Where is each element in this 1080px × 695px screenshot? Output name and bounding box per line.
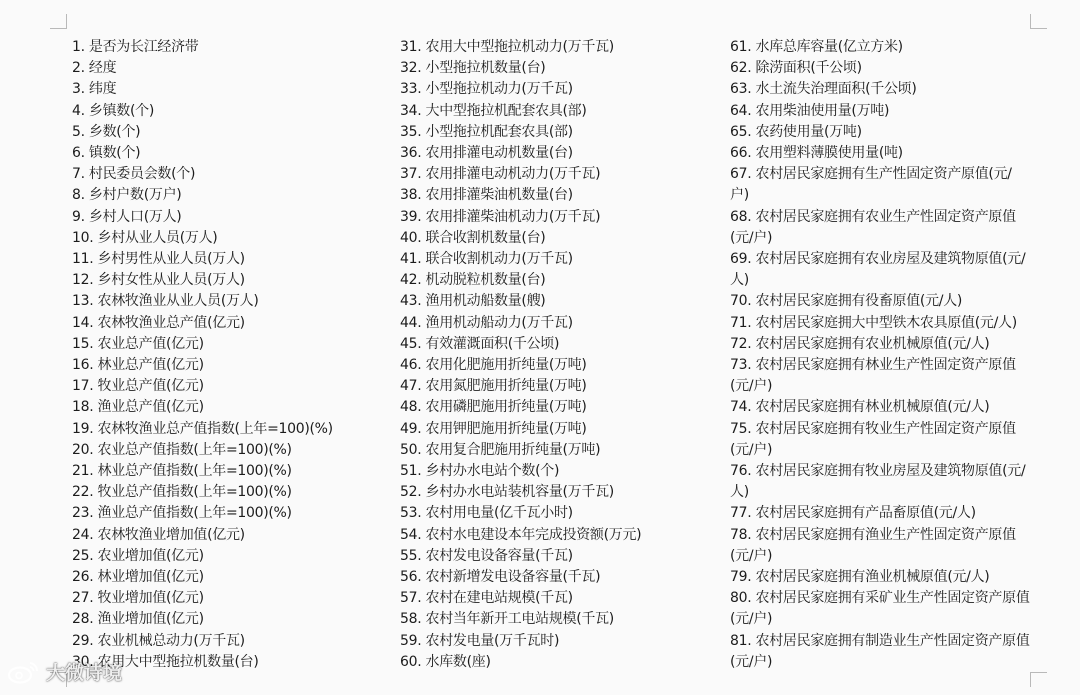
list-item: 46. 农用化肥施用折纯量(万吨) bbox=[400, 357, 587, 374]
list-item: 63. 水土流失治理面积(千公顷) bbox=[730, 81, 917, 98]
list-item: 25. 农业增加值(亿元) bbox=[72, 547, 204, 564]
list-item: 40. 联合收割机数量(台) bbox=[400, 229, 546, 246]
list-item: 4. 乡镇数(个) bbox=[72, 102, 155, 119]
list-item: 58. 农村当年新开工电站规模(千瓦) bbox=[400, 611, 614, 628]
list-item: 53. 农村用电量(亿千瓦小时) bbox=[400, 505, 573, 522]
list-item: 32. 小型拖拉机数量(台) bbox=[400, 60, 546, 77]
list-item: 80. 农村居民家庭拥有采矿业生产性固定资产原值(元/户) bbox=[730, 590, 1030, 628]
list-item: 62. 除涝面积(千公顷) bbox=[730, 60, 862, 77]
list-item: 67. 农村居民家庭拥有生产性固定资产原值(元/户) bbox=[730, 166, 1012, 204]
list-item: 29. 农业机械总动力(万千瓦) bbox=[72, 632, 245, 649]
list-item: 42. 机动脱粒机数量(台) bbox=[400, 272, 546, 289]
list-item: 48. 农用磷肥施用折纯量(万吨) bbox=[400, 399, 587, 416]
list-item: 14. 农林牧渔业总产值(亿元) bbox=[72, 314, 245, 331]
list-item: 57. 农村在建电站规模(千瓦) bbox=[400, 590, 573, 607]
list-item: 70. 农村居民家庭拥有役畜原值(元/人) bbox=[730, 293, 963, 310]
list-item: 56. 农村新增发电设备容量(千瓦) bbox=[400, 569, 601, 586]
list-item: 41. 联合收割机动力(万千瓦) bbox=[400, 251, 573, 268]
list-item: 22. 牧业总产值指数(上年=100)(%) bbox=[72, 484, 292, 501]
list-item: 74. 农村居民家庭拥有林业机械原值(元/人) bbox=[730, 399, 990, 416]
list-item: 68. 农村居民家庭拥有农业生产性固定资产原值(元/户) bbox=[730, 208, 1016, 246]
page-corner-mark-top-right bbox=[1030, 14, 1047, 29]
list-item: 81. 农村居民家庭拥有制造业生产性固定资产原值(元/户) bbox=[730, 632, 1030, 670]
list-item: 69. 农村居民家庭拥有农业房屋及建筑物原值(元/人) bbox=[730, 251, 1026, 289]
list-item: 73. 农村居民家庭拥有林业生产性固定资产原值(元/户) bbox=[730, 357, 1016, 395]
watermark bbox=[6, 658, 122, 685]
variable-list-column-2 bbox=[400, 37, 720, 673]
list-item: 5. 乡数(个) bbox=[72, 123, 141, 140]
list-item: 51. 乡村办水电站个数(个) bbox=[400, 463, 560, 480]
list-item: 20. 农业总产值指数(上年=100)(%) bbox=[72, 441, 292, 458]
weibo-logo-icon bbox=[6, 659, 40, 685]
list-item: 7. 村民委员会数(个) bbox=[72, 166, 196, 183]
list-item: 64. 农用柴油使用量(万吨) bbox=[730, 102, 890, 119]
list-item: 60. 水库数(座) bbox=[400, 653, 491, 670]
list-item: 28. 渔业增加值(亿元) bbox=[72, 611, 204, 628]
variable-list-column-1 bbox=[72, 37, 372, 673]
list-item: 50. 农用复合肥施用折纯量(万吨) bbox=[400, 441, 601, 458]
list-item: 66. 农用塑料薄膜使用量(吨) bbox=[730, 145, 903, 162]
page-corner-mark-bottom-right bbox=[1030, 672, 1047, 687]
list-item: 12. 乡村女性从业人员(万人) bbox=[72, 272, 245, 289]
list-item: 35. 小型拖拉机配套农具(部) bbox=[400, 123, 573, 140]
list-item: 61. 水库总库容量(亿立方米) bbox=[730, 39, 903, 55]
list-item: 16. 林业总产值(亿元) bbox=[72, 357, 204, 374]
list-item: 15. 农业总产值(亿元) bbox=[72, 335, 204, 352]
variable-list-column-3 bbox=[730, 37, 1030, 673]
list-item: 3. 纬度 bbox=[72, 81, 117, 98]
list-item: 76. 农村居民家庭拥有牧业房屋及建筑物原值(元/人) bbox=[730, 463, 1026, 501]
list-item: 8. 乡村户数(万户) bbox=[72, 187, 182, 204]
list-item: 6. 镇数(个) bbox=[72, 145, 141, 162]
list-item: 18. 渔业总产值(亿元) bbox=[72, 399, 204, 416]
list-item: 75. 农村居民家庭拥有牧业生产性固定资产原值(元/户) bbox=[730, 420, 1016, 458]
list-item: 1. 是否为长江经济带 bbox=[72, 39, 199, 55]
list-item: 77. 农村居民家庭拥有产品畜原值(元/人) bbox=[730, 505, 976, 522]
list-item: 9. 乡村人口(万人) bbox=[72, 208, 182, 225]
list-item: 27. 牧业增加值(亿元) bbox=[72, 590, 204, 607]
list-item: 17. 牧业总产值(亿元) bbox=[72, 378, 204, 395]
list-item: 49. 农用钾肥施用折纯量(万吨) bbox=[400, 420, 587, 437]
list-item: 54. 农村水电建设本年完成投资额(万元) bbox=[400, 526, 642, 543]
list-item: 38. 农用排灌柴油机数量(台) bbox=[400, 187, 573, 204]
watermark-text: 大微诗境 bbox=[46, 662, 123, 684]
list-item: 13. 农林牧渔业从业人员(万人) bbox=[72, 293, 259, 310]
list-item: 45. 有效灌溉面积(千公顷) bbox=[400, 335, 560, 352]
list-item: 11. 乡村男性从业人员(万人) bbox=[72, 251, 245, 268]
list-item: 26. 林业增加值(亿元) bbox=[72, 569, 204, 586]
list-item: 47. 农用氮肥施用折纯量(万吨) bbox=[400, 378, 587, 395]
list-item: 43. 渔用机动船数量(艘) bbox=[400, 293, 546, 310]
list-item: 39. 农用排灌柴油机动力(万千瓦) bbox=[400, 208, 601, 225]
list-item: 24. 农林牧渔业增加值(亿元) bbox=[72, 526, 245, 543]
list-item: 78. 农村居民家庭拥有渔业生产性固定资产原值(元/户) bbox=[730, 526, 1016, 564]
list-item: 59. 农村发电量(万千瓦时) bbox=[400, 632, 560, 649]
list-item: 33. 小型拖拉机动力(万千瓦) bbox=[400, 81, 573, 98]
page-corner-mark-top-left bbox=[50, 14, 67, 29]
list-item: 23. 渔业总产值指数(上年=100)(%) bbox=[72, 505, 292, 522]
list-item: 10. 乡村从业人员(万人) bbox=[72, 229, 218, 246]
list-item: 36. 农用排灌电动机数量(台) bbox=[400, 145, 573, 162]
list-item: 21. 林业总产值指数(上年=100)(%) bbox=[72, 463, 292, 480]
list-item: 30. 农用大中型拖拉机数量(台) bbox=[72, 653, 259, 670]
list-item: 37. 农用排灌电动机动力(万千瓦) bbox=[400, 166, 601, 183]
list-item: 19. 农林牧渔业总产值指数(上年=100)(%) bbox=[72, 420, 333, 437]
list-item: 2. 经度 bbox=[72, 60, 117, 77]
list-item: 31. 农用大中型拖拉机动力(万千瓦) bbox=[400, 39, 614, 55]
list-item: 71. 农村居民家庭拥大中型铁木农具原值(元/人) bbox=[730, 314, 1017, 331]
list-item: 65. 农药使用量(万吨) bbox=[730, 123, 862, 140]
list-item: 72. 农村居民家庭拥有农业机械原值(元/人) bbox=[730, 335, 990, 352]
list-item: 52. 乡村办水电站装机容量(万千瓦) bbox=[400, 484, 614, 501]
list-item: 79. 农村居民家庭拥有渔业机械原值(元/人) bbox=[730, 569, 990, 586]
list-item: 34. 大中型拖拉机配套农具(部) bbox=[400, 102, 587, 119]
list-item: 44. 渔用机动船动力(万千瓦) bbox=[400, 314, 573, 331]
list-item: 55. 农村发电设备容量(千瓦) bbox=[400, 547, 573, 564]
